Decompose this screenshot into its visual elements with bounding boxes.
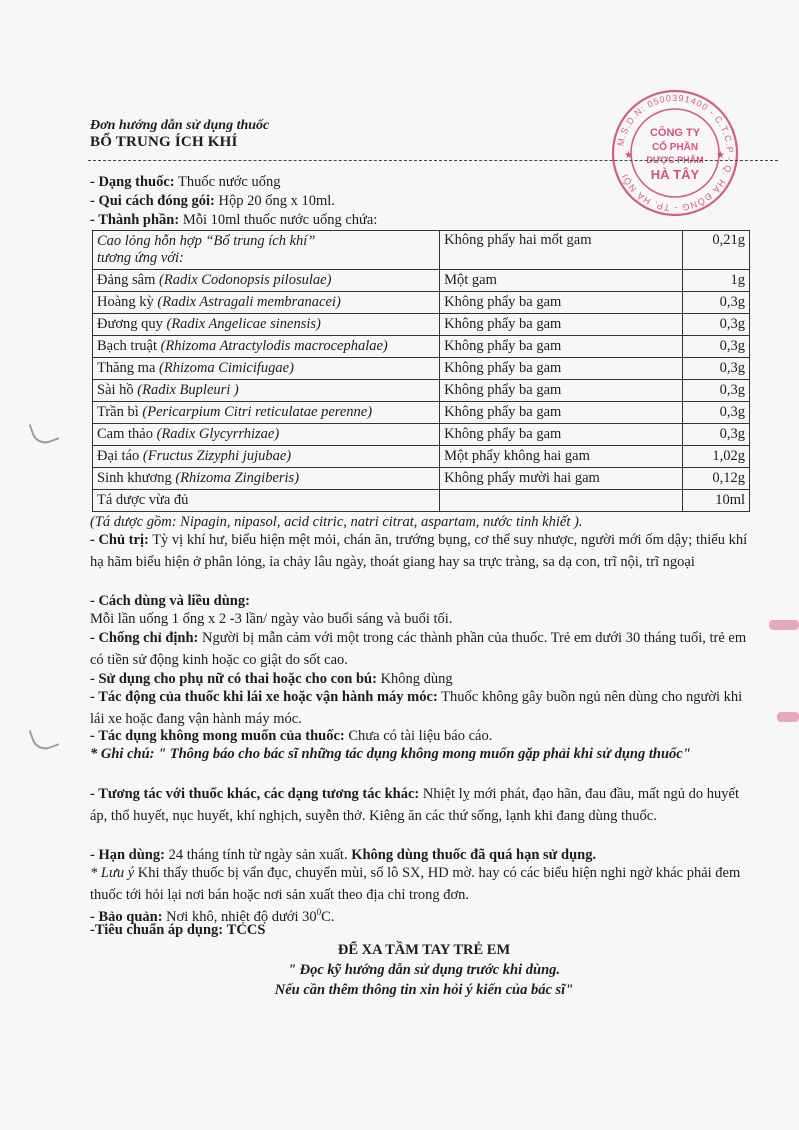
ingredient-name-cell (93, 270, 440, 292)
ingredient-name: Hoàng kỳ (97, 294, 154, 310)
table-row (93, 358, 750, 380)
ingredient-amount: 0,3g (682, 380, 749, 402)
ingredient-name-cell (93, 358, 440, 380)
expiry-label: - Hạn dùng: (90, 847, 165, 863)
ingredient-name: Đại táo (97, 448, 140, 464)
side-effects-line (90, 727, 492, 745)
table-row (93, 292, 750, 314)
indications-label: - Chủ trị: (90, 532, 149, 548)
ingredient-amount: 0,3g (682, 314, 749, 336)
side-effects-label: - Tác dụng không mong muốn của thuốc: (90, 728, 345, 744)
ingredient-amount-text: Một phẩy không hai gam (440, 446, 682, 468)
usage-label-text: - Cách dùng và liều dùng: (90, 593, 250, 609)
driving-text: Thuốc không gây buồn ngủ nên dùng cho người khi lái xe hoặc đang vận hành máy móc. (90, 689, 743, 727)
ingredient-latin: tương ứng với: (97, 250, 184, 266)
stamp-edge-mark (769, 620, 799, 630)
ingredient-name: Trần bì (97, 404, 139, 420)
svg-text:CỔ PHẦN: CỔ PHẦN (651, 142, 699, 153)
caution-label: * Lưu ý (90, 865, 135, 881)
ingredient-amount: 0,3g (682, 402, 749, 424)
footer-ask-doctor: Nếu cần thêm thông tin xin hỏi ý kiến của bác sĩ" (274, 982, 574, 998)
caution-section (90, 863, 758, 906)
ingredients-table (92, 230, 750, 512)
packaging-label: - Qui cách đóng gói: (90, 193, 215, 209)
ingredient-name-cell (93, 402, 440, 424)
ingredient-latin: (Radix Glycyrrhizae) (156, 426, 280, 442)
ingredient-amount: 0,12g (682, 468, 749, 490)
storage-label: - Bảo quản: (90, 908, 163, 925)
ingredient-amount-text: Không phẩy ba gam (440, 314, 682, 336)
ingredient-amount-text: Không phẩy ba gam (440, 292, 682, 314)
table-row (93, 231, 750, 270)
ingredient-amount-text: Không phẩy ba gam (440, 402, 682, 424)
ingredient-amount: 0,21g (682, 231, 749, 270)
ingredient-name-cell (93, 292, 440, 314)
svg-text:M.S.D.N: 0500391400 - C.T.C.P: M.S.D.N: 0500391400 - C.T.C.P - Q. HÀ ĐÔNG - TP. HÀ NỘI (615, 92, 736, 214)
svg-text:★: ★ (716, 150, 725, 161)
svg-text:DƯỢC PHẨM: DƯỢC PHẨM (646, 155, 704, 165)
storage-degree: 0 (316, 907, 322, 917)
table-row (93, 270, 750, 292)
ingredient-amount: 0,3g (682, 358, 749, 380)
interactions-text: Nhiệt lỵ mới phát, đạo hãn, đau đầu, mất ngủ do huyết áp, thổ huyết, nục huyết, khí nghịch, suyễn thở. Kiêng ăn các thứ sống, lạnh khi đang dùng thuốc. (90, 786, 739, 824)
ingredient-latin: (Rhizoma Cimicifugae) (159, 360, 294, 376)
expiry-warning: Không dùng thuốc đã quá hạn sử dụng. (351, 847, 597, 863)
table-row (93, 402, 750, 424)
punch-hole-mark (29, 723, 60, 754)
ingredient-latin: (Radix Astragali membranacei) (157, 294, 341, 310)
ingredient-amount-text: Không phẩy ba gam (440, 336, 682, 358)
storage-unit: C. (321, 908, 335, 925)
ingredient-name-cell (93, 336, 440, 358)
svg-text:HÀ TÂY: HÀ TÂY (650, 167, 700, 182)
ingredient-name-cell (93, 490, 440, 512)
contraindications-section (90, 628, 758, 671)
ingredient-amount: 0,3g (682, 292, 749, 314)
document-title: BỔ TRUNG ÍCH KHÍ (90, 134, 238, 150)
contraindications-label: - Chống chỉ định: (90, 630, 199, 646)
pregnancy-line (90, 670, 453, 688)
ingredient-name-cell (93, 424, 440, 446)
interactions-section (90, 784, 758, 827)
indications-text: Tỳ vị khí hư, biểu hiện mệt mỏi, chán ăn, trướng bụng, cơ thể suy nhược, người mới ốm dậy; thiểu khí hạ hãm biểu hiện ở phân lỏng, ỉa chảy lâu ngày, thoát giang hay sa trực tràng, sa dạ con, trĩ nội, trĩ ngoại (90, 532, 748, 570)
table-row (93, 490, 750, 512)
ingredient-latin: (Radix Bupleuri ) (137, 382, 239, 398)
ingredient-name-cell (93, 314, 440, 336)
expiry-text: 24 tháng tính từ ngày sản xuất. (168, 847, 348, 863)
standard-line (90, 921, 265, 939)
table-row (93, 424, 750, 446)
dosage-form-label: - Dạng thuốc: (90, 174, 175, 190)
standard-value: TCCS (226, 922, 266, 938)
ingredient-latin: (Pericarpium Citri reticulatae perenne) (142, 404, 373, 420)
ingredient-name: Thăng ma (97, 360, 156, 376)
contraindications-text: Người bị mẫn cảm với một trong các thành phần của thuốc. Trẻ em dưới 30 tháng tuổi, trẻ em có tiền sử động kinh hoặc co giật do sốt cao. (90, 630, 747, 668)
side-effects-text: Chưa có tài liệu báo cáo. (348, 728, 493, 744)
pregnancy-text: Không dùng (380, 671, 453, 687)
dashed-divider (88, 160, 778, 161)
ingredient-name: Bạch truật (97, 338, 157, 354)
indications-section (90, 530, 758, 573)
table-row (93, 314, 750, 336)
ingredient-latin: (Rhizoma Atractylodis macrocephalae) (160, 338, 388, 354)
ingredient-amount: 1g (682, 270, 749, 292)
ingredient-amount: 0,3g (682, 336, 749, 358)
ingredient-name: Sinh khương (97, 470, 172, 486)
ingredient-amount-text: Không phẩy ba gam (440, 380, 682, 402)
ingredient-amount-text: Không phẩy mười hai gam (440, 468, 682, 490)
stamp-edge-mark (777, 712, 799, 722)
standard-label: -Tiêu chuẩn áp dụng: (90, 922, 224, 938)
usage-label (90, 592, 250, 610)
composition-label: - Thành phần: (90, 212, 180, 228)
ingredient-amount-text: Không phẩy ba gam (440, 358, 682, 380)
dosage-form-value: Thuốc nước uống (177, 174, 281, 190)
storage-text: Nơi khô, nhiệt độ dưới 30 (166, 908, 317, 925)
ingredient-amount-text: Không phẩy hai mốt gam (440, 231, 682, 270)
ingredient-name-cell (93, 446, 440, 468)
excipients-note: (Tá dược gồm: Nipagin, nipasol, acid citric, natri citrat, aspartam, nước tinh khiết ). (90, 514, 583, 530)
dosage-form-line (90, 173, 280, 191)
punch-hole-mark (29, 417, 60, 448)
packaging-value: Hộp 20 ống x 10ml. (218, 193, 335, 209)
keep-away-warning: ĐỂ XA TẦM TAY TRẺ EM (337, 942, 511, 958)
ingredient-latin: (Radix Angelicae sinensis) (166, 316, 321, 332)
svg-text:CÔNG TY: CÔNG TY (649, 127, 701, 139)
doctor-note: * Ghi chú: " Thông báo cho bác sĩ những tác dụng không mong muốn gặp phải khi sử dụng thuốc" (90, 746, 691, 762)
ingredient-name: Cam thảo (97, 426, 153, 442)
ingredient-latin: (Radix Codonopsis pilosulae) (159, 272, 332, 288)
ingredient-amount-text (440, 490, 682, 512)
footer-read-instructions: " Đọc kỹ hướng dẫn sử dụng trước khi dùng. (287, 962, 561, 978)
table-row (93, 380, 750, 402)
pregnancy-label: - Sử dụng cho phụ nữ có thai hoặc cho con bú: (90, 671, 377, 687)
table-row (93, 468, 750, 490)
caution-text: Khi thấy thuốc bị vẩn đục, chuyển mùi, số lô SX, HD mờ. hay có các biểu hiện nghi ngờ khác phải đem thuốc tới hỏi lại nơi bán hoặc nơi sản xuất theo địa chỉ trong đơn. (90, 865, 741, 903)
interactions-label: - Tương tác với thuốc khác, các dạng tương tác khác: (90, 786, 420, 802)
driving-label: - Tác động của thuốc khi lái xe hoặc vận hành máy móc: (90, 689, 438, 705)
table-row (93, 336, 750, 358)
ingredient-name-cell (93, 231, 440, 270)
ingredient-name-cell (93, 468, 440, 490)
ingredient-name: Đương quy (97, 316, 163, 332)
usage-text: Mỗi lần uống 1 ống x 2 -3 lần/ ngày vào buổi sáng và buổi tối. (90, 611, 453, 627)
ingredient-name: Tá dược vừa đủ (97, 492, 189, 508)
table-row (93, 446, 750, 468)
ingredient-amount: 1,02g (682, 446, 749, 468)
composition-line (90, 211, 377, 229)
document-subtitle: Đơn hướng dẫn sử dụng thuốc (90, 118, 270, 133)
ingredient-latin: (Fructus Zizyphi jujubae) (142, 448, 292, 464)
ingredient-name-cell (93, 380, 440, 402)
ingredient-amount: 10ml (682, 490, 749, 512)
composition-value: Mỗi 10ml thuốc nước uống chứa: (182, 212, 378, 228)
ingredient-amount: 0,3g (682, 424, 749, 446)
driving-section (90, 687, 758, 730)
ingredient-amount-text: Một gam (440, 270, 682, 292)
svg-text:★: ★ (624, 150, 633, 161)
ingredient-name: Cao lỏng hỗn hợp “Bổ trung ích khí” (97, 233, 316, 249)
ingredient-name: Sài hồ (97, 382, 134, 398)
ingredient-name: Đảng sâm (97, 272, 156, 288)
expiry-line (90, 846, 596, 864)
company-stamp (610, 88, 740, 218)
ingredient-latin: (Rhizoma Zingiberis) (175, 470, 300, 486)
ingredient-amount-text: Không phẩy ba gam (440, 424, 682, 446)
packaging-line (90, 192, 335, 210)
